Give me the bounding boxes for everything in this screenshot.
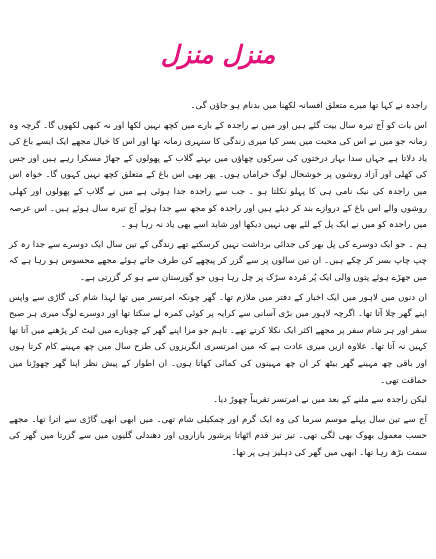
story-paragraph-1: راجدہ نے کہا تھا میرے متعلق افسانہ لکھنا میں بدنام ہو جاؤں گی۔ (190, 101, 427, 111)
story-paragraph-5: لیکن راجدہ سے ملنے کے بعد میں نے امرتسر تقریباً چھوڑ دیا۔ (213, 395, 427, 406)
story-paragraph-6: آج سے تین سال پہلے موسم سرما کی وہ ایک گرم اور چمکیلی شام تھی۔ میں ابھی ابھی گاڑی سے اترا تھا۔ مجھے حسب معمول بھوک بھی لگی تھی۔ تیز تیز قدم اٹھاتا پرشور بازاروں اور دھندلی گلیوں میں سے گزرتا میں گھر کی سمت بڑھ رہا تھا۔ ابھی میں گھر کی دہلیز ہی پر تھا۔ (9, 414, 427, 458)
story-paragraph-2: اس بات کو آج تیرہ سال بیت گئے ہیں اور میں نے راجدہ کے بارے میں کچھ نہیں لکھا اور نہ کبھی لکھوں گا۔ گرچہ وہ زمانہ جو میں نے اس کی محبت میں بسر کیا میری زندگی کا سنہری زمانہ تھا اور اس کا خیال مجھے ایک ایسے باغ کی یاد دلاتا ہے جہاں سدا بہار درختوں کی سرکوں چھاؤں میں بہتے گلاب کے پھولوں کے جھاڑ مسکرا رہے ہیں اور جس کی کھلی اور آزاد روشوں پر خوشحال لوگ خراماں ہوں۔ پھر بھی اس باغ کے متعلق کچھ نہیں کہوں گا۔ خواہ اس میں راجدہ کی نیک نامی ہی کا پہلو نکلتا ہو ۔ جب سے راجدہ جدا ہوئی ہے میں نے گلاب کے پھولوں اور کھلی روشوں والے اس باغ کے دروازے بند کر دیئے ہیں اور راجدہ کو مجھ سے جدا ہوئے آج تیرہ سال ہوئے ہیں۔ اس عرصہ میں راجدہ کو میں نے ایک پل کے لئے بھی نہیں دیکھا اور شاید اسے بھی یاد نہ رہا ہو ۔ (9, 120, 427, 231)
story-paragraph-4: ان دنوں میں لاہور میں ایک اخبار کے دفتر میں ملازم تھا۔ گھر چونکہ امرتسر میں تھا لہذا شام کی گاڑی سے واپس اپنے گھر چلا آتا تھا۔ اگرچہ لاہور میں بڑی آسانی سے کرایہ پر کوئی کمرہ لے سکتا تھا اور دوسرے لوگ میری ہر صبح سفر اور ہر شام سفر پر مجھے اکثر ایک نکلا کرتے تھے۔ تاہم جو مزا اپنے گھر کے چوبارے میں لیٹ کر پڑھنے میں آتا تھا کہیں نہ آتا تھا۔ علاوہ ازیں میری عادت ہے کہ میں امرتسری انگریزوں کی طرح سال میں چھ مہینے کام کرتا ہوں اور باقی چھ مہینے گھر بیٹھ کر ان چھ مہینوں کی کمائی کھاتا ہوں۔ ان اطوار کے پیش نظر اپنا گھر چھوڑنا میں حماقت تھی۔ (9, 292, 427, 386)
story-body (9, 98, 427, 461)
story-title: منزل منزل (160, 40, 276, 69)
story-paragraph-3: ہم ۔ جو ایک دوسرے کی پل بھر کی جدائی برداشت نہیں کرسکتے تھے زندگی کے تین سال ایک دوسرے سے جدا رہ کر چپ چاپ بسر کر چکے ہیں۔ ان تین سالوں پر سے گزر کر پیچھے کی طرف جاتے ہوئے مجھے محسوس ہو رہا ہے کہ میں جھڑے ہوئے پتوں والی ایک پُر مُردہ سڑک پر چل رہا ہوں جو گورستان سے ہو کر گزرتی ہے۔ (9, 239, 427, 283)
